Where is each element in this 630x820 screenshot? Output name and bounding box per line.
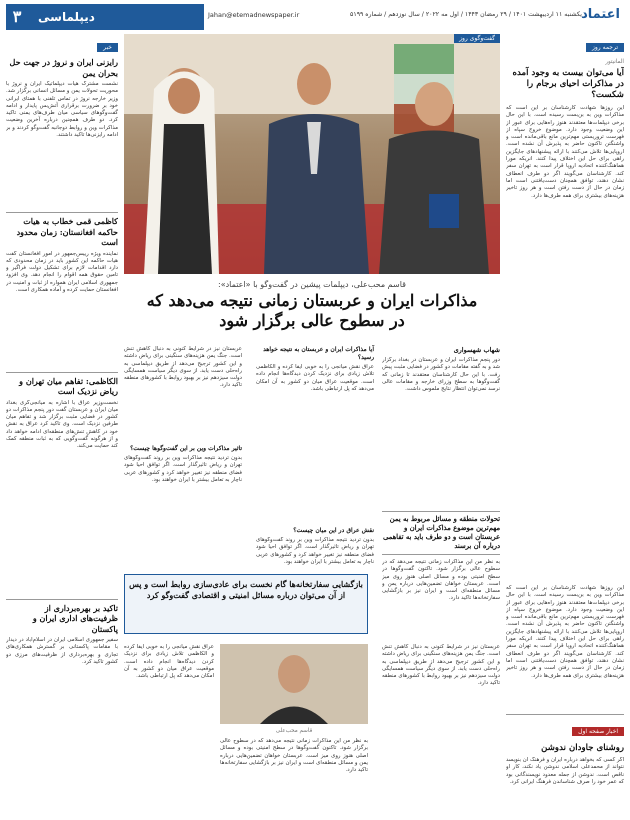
main-kicker: قاسم محب‌علی، دیپلمات پیشین در گفت‌وگو با «اعتماد»:: [218, 280, 406, 289]
portrait-photo: [220, 644, 368, 724]
left-column: [6, 34, 118, 814]
right-article-body-2: اگر کسی که بخواهد درباره ایران و فرهنگ آن بنویسد نتواند از محمدعلی اسلامی ندوشن یاد نکند، کار او ناقص است. ندوشن از جمله معدود نویسندگانی بود که عمر خود را صرف شناساندن فرهنگ ایرانی کرد.: [506, 757, 624, 785]
newspaper-logo: اعتماد: [581, 7, 620, 22]
main-answer-1: به نظر من این مذاکرات زمانی نتیجه می‌دهد که در سطوح عالی برگزار شود. تاکنون گفت‌وگوها در سطح امنیتی بوده و مسائل اصلی هنوز روی میز است. عربستان خواهان تضمین‌هایی درباره یمن و مسائل منطقه‌ای است و ایران نیز بر بازگشایی سفارتخانه‌ها تاکید دارد.: [382, 559, 500, 602]
left-headline-4: تاکید بر بهره‌برداری از ظرفیت‌های اداری ایران و پاکستان: [32, 602, 118, 634]
main-answer-3: بدون تردید نتیجه مذاکرات وین بر روند گفت‌وگوهای تهران و ریاض تاثیرگذار است. اگر توافق احیا شود فضای منطقه نیز تغییر خواهد کرد و کشورهای عربی ناچار به تعامل بیشتر با ایران خواهند بود.: [256, 537, 374, 565]
left-article-4: سفیر جمهوری اسلامی ایران در اسلام‌آباد در دیدار با مقامات پاکستانی بر گسترش همکاری‌های تجاری و بهره‌برداری از ظرفیت‌های مرزی دو کشور تاکید کرد.: [6, 637, 118, 665]
main-pullquote-1: تحولات منطقه و مسائل مربوط به یمن مهم‌ترین موضوع مذاکرات ایران و عربستان است و دو طرف باید به تفاهمی درباره آن برسند: [382, 511, 500, 555]
main-question-3: تاثیر مذاکرات وین بر این گفت‌وگوها چیست؟: [130, 445, 242, 452]
right-article-body-cont: این روزها شهادت کارشناسان بر این است که مذاکرات وین به بن‌بست رسیده است. با این حال برخی دیپلمات‌ها معتقدند هنوز راه‌هایی برای عبور از این وضعیت وجود دارد. موضوع خروج سپاه از فهرست تروریستی مهم‌ترین مانع باقی‌مانده است و واشنگتن تاکنون حاضر به پذیرش آن نشده است. اروپایی‌ها تلاش می‌کنند با ارائه پیشنهادهای جایگزین راهی برای حل این اختلاف پیدا کنند. انریکه مورا هماهنگ‌کننده اتحادیه اروپا قرار است به تهران سفر کند. کارشناسان می‌گویند اگر دو طرف انعطاف نشان دهند، توافق همچنان دست‌یافتنی است اما زمان در حال از دست رفتن است و هر روز تاخیر هزینه‌های بیشتری برای همه طرف‌ها دارد.: [506, 585, 624, 679]
header-info-strip: [204, 4, 624, 30]
left-headline-2: کاظمی قمی خطاب به هیات حاکمه افغانستان: زمان محدود است: [16, 216, 118, 247]
portrait-illustration: [220, 644, 368, 724]
main-answer-8: به نظر من این مذاکرات زمانی نتیجه می‌دهد که در سطوح عالی برگزار شود. تاکنون گفت‌وگوها در سطح امنیتی بوده و مسائل اصلی هنوز روی میز است. عربستان خواهان تضمین‌هایی درباره یمن و مسائل منطقه‌ای است و ایران نیز بر بازگشایی سفارتخانه‌ها تاکید دارد.: [220, 738, 368, 774]
main-photo-illustration: [124, 34, 500, 274]
main-answer-5: بدون تردید نتیجه مذاکرات وین بر روند گفت‌وگوهای تهران و ریاض تاثیرگذار است. اگر توافق احیا شود فضای منطقه نیز تغییر خواهد کرد و کشورهای عربی ناچار به تعامل بیشتر با ایران خواهند بود.: [124, 455, 242, 483]
main-question-2: نقش عراق در این میان چیست؟: [293, 527, 374, 534]
right-article-body: این روزها شهادت کارشناسان بر این است که مذاکرات وین به بن‌بست رسیده است. با این حال برخی دیپلمات‌ها معتقدند هنوز راه‌هایی برای عبور از این وضعیت وجود دارد. موضوع خروج سپاه از فهرست تروریستی مهم‌ترین مانع باقی‌مانده است و واشنگتن تاکنون حاضر به پذیرش آن نشده است. اروپایی‌ها تلاش می‌کنند با ارائه پیشنهادهای جایگزین راهی برای حل این اختلاف پیدا کنند. انریکه مورا هماهنگ‌کننده اتحادیه اروپا قرار است به تهران سفر کند. کارشناسان می‌گویند اگر دو طرف انعطاف نشان دهند، توافق همچنان دست‌یافتنی است اما زمان در حال از دست رفتن است و هر روز تاخیر هزینه‌های بیشتری برای همه طرف‌ها دارد.: [506, 105, 624, 199]
page-number: ۳: [12, 7, 22, 26]
main-lead: دور پنجم مذاکرات ایران و عربستان در بغداد برگزار شد و به گفته مقامات دو کشور در فضایی مثبت پیش رفت. با این حال کارشناسان معتقدند تا زمانی که گفت‌وگوها به سطح وزرای خارجه و مقامات عالی نرسد نمی‌توان انتظار نتایج ملموس داشت.: [382, 357, 500, 393]
main-answer-6: عربستان نیز در شرایط کنونی به دنبال کاهش تنش است. جنگ یمن هزینه‌های سنگینی برای ریاض داشته و این کشور ترجیح می‌دهد از طریق دیپلماسی به راه‌حلی دست یابد. از سوی دیگر سیاست همسایگی دولت سیزدهم نیز بر بهبود روابط با کشورهای منطقه تاکید دارد.: [382, 644, 500, 687]
left-article-3: نخست‌وزیر عراق با اشاره به میانجی‌گری بغداد میان ایران و عربستان گفت دور پنجم مذاکرات دو کشور در فضایی مثبت برگزار شد و تفاهم میان طرفین نزدیک است. وی تاکید کرد عراق به نقش خود در کاهش تنش‌های منطقه‌ای ادامه خواهد داد و از هرگونه گفت‌وگویی که به ثبات منطقه کمک کند حمایت می‌کند.: [6, 399, 118, 450]
main-answer-4: عربستان نیز در شرایط کنونی به دنبال کاهش تنش است. جنگ یمن هزینه‌های سنگینی برای ریاض داشته و این کشور ترجیح می‌دهد از طریق دیپلماسی به راه‌حلی دست یابد. از سوی دیگر سیاست همسایگی دولت سیزدهم نیز بر بهبود روابط با کشورهای منطقه تاکید دارد.: [124, 346, 242, 389]
byline: شهاب شهسواری: [453, 346, 500, 354]
left-article-2: نماینده ویژه رییس‌جمهور در امور افغانستان گفت هیات حاکمه این کشور باید در زمان محدودی که دارد اقدامات لازم برای تشکیل دولت فراگیر و تامین حقوق همه اقوام را انجام دهد. وی افزود جمهوری اسلامی ایران همواره از ثبات و امنیت در افغانستان حمایت کرده و آماده همکاری است.: [6, 250, 118, 293]
portrait-caption: قاسم محب‌علی: [275, 728, 313, 734]
photo-badge: گفت‌وگوی روز: [454, 34, 500, 43]
section-title: دیپلماسی: [38, 10, 95, 24]
right-kicker: المانیتور: [605, 59, 624, 65]
main-photo: [124, 34, 500, 274]
main-answer-2: عراق نقش میانجی را به خوبی ایفا کرده و الکاظمی تلاش زیادی برای نزدیک کردن دیدگاه‌ها انجام داده است. موقعیت عراق میان دو کشور به آن امکان می‌دهد که پل ارتباطی باشد.: [256, 364, 374, 392]
right-column-tag: ترجمه روز: [586, 43, 624, 52]
right-headline-2: روشنای جاودان ندوشن: [541, 743, 624, 753]
main-story: [124, 34, 500, 814]
email-address[interactable]: Jahan@etemadnewspaper.ir: [208, 11, 300, 19]
main-pullquote-box: [124, 574, 368, 634]
left-headline-3: الکاظمی: تفاهم میان تهران و ریاض نزدیک است: [19, 375, 118, 396]
main-question-1: آیا مذاکرات ایران و عربستان به نتیجه خواهد رسید؟: [263, 346, 374, 361]
right-column: [506, 34, 624, 814]
dateline: یکشنبه ۱۱ اردیبهشت ۱۴۰۱ / ۲۹ رمضان ۱۴۴۳ / اول مه ۲۰۲۲ / سال نوزدهم / شماره ۵۱۹۹: [350, 11, 582, 18]
left-article-1: نشست مشترک هیات دیپلماتیک ایران و نروژ با محوریت تحولات یمن و مسائل انسانی برگزار شد. وزیر خارجه نروژ در تماس تلفنی با همتای ایرانی خود بر ضرورت برقراری آتش‌بس پایدار و ادامه گفت‌وگوهای سیاسی میان طرف‌های یمنی تاکید کرد. دو طرف همچنین درباره آخرین وضعیت مذاکرات وین و روابط دوجانبه گفت‌وگو کردند و بر ادامه رایزنی‌ها تاکید داشتند.: [6, 81, 118, 139]
main-headline: مذاکرات ایران و عربستان زمانی نتیجه می‌دهد که در سطوح عالی برگزار شود: [146, 291, 478, 330]
left-column-tag: خبر: [97, 43, 118, 52]
main-pullquote-2: بازگشایی سفارتخانه‌ها گام نخست برای عادی‌سازی روابط است و پس از آن می‌توان درباره مسائل امنیتی و اقتصادی گفت‌وگو کرد: [129, 579, 363, 600]
right-column-tag-2: اخبار صفحه اول: [572, 727, 624, 736]
right-headline: آیا می‌توان بیست به وجود آمده در مذاکرات احیای برجام را شکست؟: [512, 68, 624, 100]
page-header: [6, 4, 624, 30]
main-answer-7: عراق نقش میانجی را به خوبی ایفا کرده و الکاظمی تلاش زیادی برای نزدیک کردن دیدگاه‌ها انجام داده است. موقعیت عراق میان دو کشور به آن امکان می‌دهد که پل ارتباطی باشد.: [124, 644, 214, 680]
left-headline-1: رایزنی ایران و نروژ در جهت حل بحران یمن: [9, 57, 118, 78]
